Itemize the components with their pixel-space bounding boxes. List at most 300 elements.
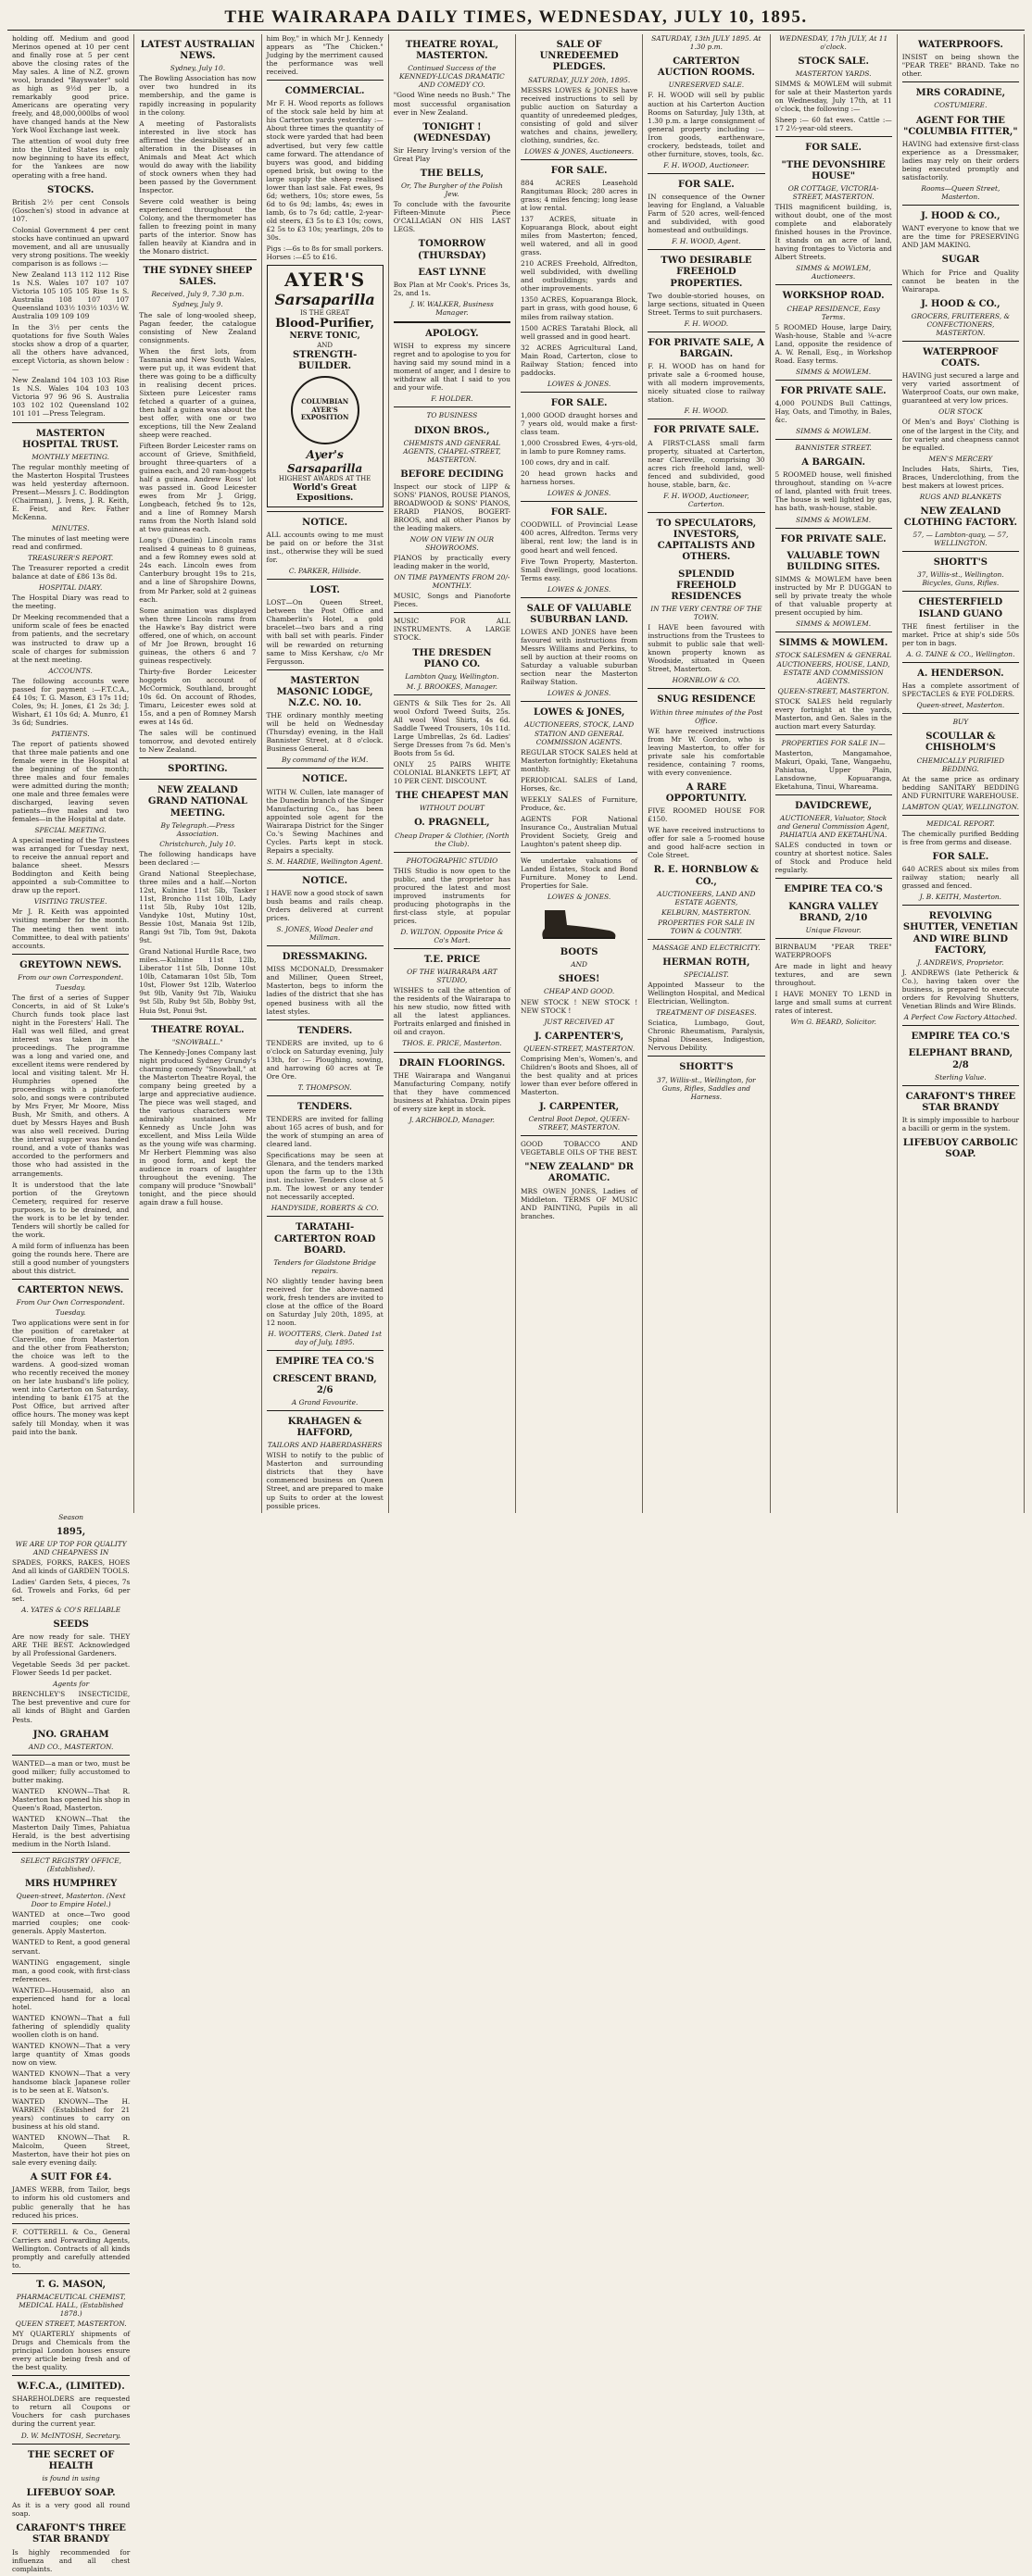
ad-tagline: STRENGTH-BUILDER. — [292, 349, 358, 371]
subheading: PROPERTIES FOR SALE IN— — [781, 738, 886, 747]
subheading: OR COTTAGE, VICTORIA-STREET, MASTERTON. — [787, 184, 879, 202]
column-rule — [267, 1350, 384, 1351]
paragraph: 32 ACRES Agricultural Land, Main Road, Carterton, close to Railway Station; fenced into paddocks. — [521, 343, 638, 377]
column-rule — [648, 939, 764, 940]
subheading: Queen-street, Masterton. (Next Door to Empire Hotel.) — [16, 1892, 126, 1909]
subheading: MEDICAL REPORT. — [926, 819, 995, 828]
paragraph: A special meeting of the Trustees was arranged for Tuesday next, to receive the annual report and balance sheet. Messrs Boddington and Keith being appointed a sub-Committee to draw up the report. — [12, 836, 130, 895]
paragraph: WANTED KNOWN—That a very handsome black Japanese roller is to be seen at E. Watson's. — [12, 2069, 131, 2095]
column-rule — [12, 2273, 130, 2274]
paragraph: Mr F. H. Wood reports as follows of the stock sale held by him at his Carterton yards yesterday :—About three times the quantity of stock were yarded that had been advertised, but very few cattle came forward. The attendance of buyers was good, and bidding opened brisk, but owing to the large supply the sheep realised lower than last sale. Fat ewes, 9s 6d; wethers, 10s; store ewes, 5s 6d to 6s 9d; lambs, 4s; ewes in lamb, 6s to 7s 6d; cattle, 2-year-old steers, £3 5s to £3 10s; cows, £2 5s to £3 10s; yearlings, 20s to 30s. — [266, 99, 384, 242]
headline: SHORTT'S — [933, 557, 988, 569]
headline: SPLENDID FREEHOLD RESIDENCES — [671, 569, 742, 602]
paragraph: It is simply impossible to harbour a bacilli or germ in the system. — [901, 1116, 1019, 1133]
ad-footer: World's Great Expositions. — [293, 482, 358, 503]
column-rule — [267, 669, 384, 670]
paragraph: F. H. WOOD will sell by public auction at his Carterton Auction Rooms on Saturday, July 13th, at 1.30 p.m. a large consignment of general property including :— Iron goods, earthenware, crockery, bedsteads, toilet and other furniture, stoves, tools, &c. — [648, 91, 765, 158]
subheading: Or, The Burgher of the Polish Jew. — [400, 181, 503, 199]
paragraph: Thirty-five Border Leicester hoggets on account of McCormick, Southland, brought 10s 6d. On account of Rhodes, Timaru, Leicester ewes sold at 15s, and a pen of Romney Marsh ewes at 14s 6d. — [139, 667, 257, 726]
subheading: M. J. BROOKES, Manager. — [406, 682, 497, 691]
paragraph: Box Plan at Mr Cook's. Prices 3s, 2s, and 1s. — [393, 280, 510, 297]
subheading: PATIENTS. — [51, 729, 90, 738]
headline: SPORTING. — [168, 764, 228, 775]
column-rule — [902, 341, 1019, 342]
paragraph: The following handicaps have been declared :— — [139, 849, 257, 867]
headline: SHOES! — [558, 974, 600, 985]
headline: REVOLVING SHUTTER, VENETIAN AND WIRE BLIND FACTORY, — [902, 911, 1018, 956]
paragraph: I HAVE been favoured with instructions from the Trustees to submit to public sale that well-known property known as Woodside, situated in Queen Street, Masterton. — [648, 623, 765, 674]
paragraph: TENDERS are invited, up to 6 o'clock on Saturday evening, July 13th, for :— Ploughing, sowing, and harrowing 60 acres at Te Ore Ore. — [266, 1038, 384, 1081]
column-rule — [902, 591, 1019, 592]
headline: WORKSHOP ROAD. — [782, 291, 885, 302]
paragraph: SPADES, FORKS, RAKES, HOES And all kinds of GARDEN TOOLS. — [12, 1557, 131, 1575]
headline: THE DRESDEN PIANO CO. — [412, 647, 492, 669]
subheading: ON TIME PAYMENTS FROM 20/- MONTHLY. — [394, 573, 510, 591]
headline: LATEST AUSTRALIAN NEWS. — [140, 40, 256, 62]
subheading: TO BUSINESS — [426, 411, 478, 420]
paragraph: At the same price as ordinary bedding SANITARY BEDDING AND FURNITURE WAREHOUSE. — [901, 774, 1019, 800]
column-rule — [267, 511, 384, 512]
subheading: KELBURN, MASTERTON. — [661, 907, 751, 917]
subheading: CHEMICALLY PURIFIED BEDDING. — [916, 756, 1005, 773]
paragraph: The chemically purified Bedding is free from germs and disease. — [901, 829, 1019, 846]
column-rule — [394, 948, 510, 949]
column-rule — [267, 869, 384, 870]
subheading: From Our Own Correspondent. — [16, 1298, 125, 1307]
subheading: AND — [571, 960, 587, 969]
headline: SEEDS — [53, 1619, 89, 1631]
subheading: AUCTIONEERS, STOCK, LAND STATION AND GENERAL COMMISSION AGENTS. — [524, 720, 635, 746]
paragraph: REGULAR STOCK SALES held at Masterton fortnightly; Eketahuna monthly. — [521, 747, 638, 773]
headline: JNO. GRAHAM — [32, 1729, 109, 1740]
headline: FOR SALE. — [550, 397, 608, 408]
headline: CARAFONT'S THREE STAR BRANDY — [905, 1091, 1016, 1113]
subheading: F. HOLDER. — [431, 394, 473, 404]
headline: MRS HUMPHREY — [24, 1879, 118, 1890]
headline: J. CARPENTER'S, — [535, 1031, 624, 1042]
paragraph: ONLY 25 PAIRS WHITE COLONIAL BLANKETS LEFT, AT 10 PER CENT. DISCOUNT. — [393, 760, 510, 786]
subheading: Christchurch, July 10. — [159, 839, 236, 848]
paragraph: Five Town Property, Masterton. Small dwellings, good locations. Terms easy. — [521, 556, 638, 582]
headline: GREYTOWN NEWS. — [19, 959, 122, 970]
subheading: HORNBLOW & CO. — [672, 676, 741, 685]
subheading: H. WOOTTERS, Clerk. Dated 1st day of July, 1895. — [268, 1330, 382, 1347]
headline: ELEPHANT BRAND, 2/8 — [908, 1048, 1013, 1070]
headline: SALE OF VALUABLE SUBURBAN LAND. — [526, 603, 632, 625]
column-rule — [902, 662, 1019, 663]
headline: J. HOOD & CO., — [921, 298, 1001, 309]
headline: EMPIRE TEA CO.'S — [911, 1032, 1011, 1043]
subheading: LAMBTON QUAY, WELLINGTON. — [901, 802, 1019, 811]
paragraph: 210 ACRES Freehold, Alfredton, well subdivided, with dwelling and outbuildings; yards and other improvements. — [521, 259, 638, 294]
headline: TONIGHT ! (WEDNESDAY) — [412, 121, 491, 144]
paragraph: 5 ROOMED house, well finished throughout, standing on ¼-acre of land, planted with fruit trees. The house is well lighted by gas, has bath, wash-house, stable. — [774, 470, 892, 513]
headline: DRESSMAKING. — [282, 952, 368, 963]
paragraph: 884 ACRES Leasehold Rangitumau Block; 280 acres in grass; 4 miles fencing; long lease at low rental. — [521, 179, 638, 213]
subheading: F. H. WOOD, Agent. — [672, 237, 741, 246]
paragraph: Masterton, Mangamahoe, Makuri, Opaki, Tane, Wangaehu, Pahiatua, Upper Plain, Lansdowne, Kopuaranga, Eketahuna, Tinui, Whareama. — [774, 748, 892, 791]
paragraph: Long's (Dunedin) Lincoln rams realised 4 guineas to 8 guineas, and a few Romney ewes sold at 24s each. Lincoln ewes from Canterbury brought 19s to 21s, and a line of Shropshire Downs, from Mr Parker, sold at 2 guineas each. — [139, 536, 257, 604]
headline: SCOULLAR & CHISHOLM'S — [925, 732, 996, 754]
subheading: Unique Flavour. — [805, 925, 862, 934]
column-rule — [902, 713, 1019, 714]
paragraph: THE Wairarapa and Wanganui Manufacturing Company, notify that they have commenced business at Pahiatua. Drain pipes of every size kept in stock. — [393, 1070, 510, 1113]
subheading: S. JONES, Wood Dealer and Millman. — [276, 925, 373, 943]
column-rule — [775, 734, 892, 735]
headline: EAST LYNNE — [418, 267, 486, 278]
subheading: WITHOUT DOUBT — [419, 804, 485, 813]
column-rule — [139, 259, 256, 260]
paragraph: Is highly recommended for influenza and all chest complaints. — [12, 2547, 131, 2573]
subheading: Queen-street, Masterton. — [916, 701, 1005, 710]
subheading: SPECIAL MEETING. — [34, 826, 107, 835]
paragraph: When the first lots, from Tasmania and New South Wales, were put up, it was evident that there was going to be a difficulty in realising decent prices. Sixteen pure Leicester rams fetched a quarter of a guinea, then half a guinea was about the best offer, with one or two exceptions, till the New Zealand sheep were reached. — [139, 346, 257, 439]
paragraph: It is understood that the late portion of the Greytown Cemetery, required for reserve purposes, is to be drained, and the work is to be let by tender. Tenders will shortly be called for the work. — [12, 1180, 130, 1239]
paragraph: WANTING engagement, single man, a good cook, with first-class references. — [12, 1957, 131, 1983]
headline: SIMMS & MOWLEM. — [778, 638, 888, 649]
subheading: 37, Willis-st., Wellington. Bicycles, Guns, Rifles. — [917, 570, 1004, 588]
paragraph: 1,000 GOOD draught horses and 7 years old, would make a first-class team. — [521, 410, 638, 436]
paragraph: WANTED KNOWN—That a very large quantity of Xmas goods now on view. — [12, 2041, 131, 2067]
column-rule — [775, 528, 892, 529]
column-rule — [521, 597, 637, 598]
paragraph: Sheep :— 60 fat ewes. Cattle :— 17 2½-year-old steers. — [774, 116, 892, 133]
subheading: TREATMENT OF DISEASES. — [656, 1008, 757, 1018]
paragraph: The first of a series of Supper Concerts, in aid of St Luke's Church funds took place last night in the Foresters' Hall. The Hall was well filled, and great interest was taken in the proceedings. The programme was a long and varied one, and excellent items were rendered by local and visiting talent. Mr H. Humphries opened the proceedings with a pianoforte solo, and songs were contributed by Mrs Fryer, Mr Moore, Miss Bush, Mr Smith, and others. A duet by Messrs Hayes and Bush was also well received. During the interval supper was handed round, and a vote of thanks was accorded to the performers and those who had assisted in the arrangements. — [12, 993, 130, 1178]
paragraph: Which for Price and Quality cannot be beaten in the Wairarapa. — [901, 268, 1019, 294]
paragraph: F. H. WOOD has on hand for private sale a 6-roomed house, with all modern improvements, nicely situated close to railway station. — [648, 362, 765, 405]
subheading: SIMMS & MOWLEM. — [796, 515, 872, 524]
subheading: MINUTES. — [51, 524, 90, 533]
paragraph: Colonial Government 4 per cent stocks have continued an upward movement, and all are unusually very strong positions. The weekly comparison is as follows :— — [12, 225, 130, 268]
paragraph: The Hospital Diary was read to the meeting. — [12, 594, 130, 611]
column-rule — [648, 688, 764, 689]
subheading: OUR STOCK — [938, 407, 983, 417]
column-rule — [139, 779, 256, 780]
paragraph: him Boy," in which Mr J. Kennedy appears as "The Chicken." Judging by the merriment caused the performance was well received. — [266, 34, 384, 77]
column-rule — [775, 380, 892, 381]
paragraph: Dr Meeking recommended that a uniform scale of fees be enacted from patients, and the secretary was instructed to draw up a scale of charges for submission at the next meeting. — [12, 613, 130, 664]
subheading: UNRESERVED SALE. — [668, 81, 745, 90]
paragraph: 1350 ACRES, Kopuaranga Block, part in grass, with good house, 6 miles from railway station. — [521, 295, 638, 321]
column-rule — [648, 331, 764, 332]
subheading: J. ANDREWS, Proprietor. — [917, 957, 1004, 967]
subheading: THOS. E. PRICE, Masterton. — [402, 1039, 502, 1048]
paragraph: WANTED at once—Two good married couples; one cook-generals. Apply Masterton. — [12, 1910, 131, 1936]
subheading: RUGS AND BLANKETS — [919, 492, 1001, 501]
paragraph: Ladies' Garden Sets, 4 pieces, 7s 6d. Trowels and Forks, 6d per set. — [12, 1577, 131, 1603]
paragraph: Comprising Men's, Women's, and Children's Boots and Shoes, all of the best quality and at prices lower than ever before offered in Masterton. — [521, 1054, 638, 1096]
headline: TENDERS. — [297, 1025, 353, 1036]
subheading: Within three minutes of the Post Office. — [649, 707, 763, 725]
subheading: MONTHLY MEETING. — [31, 452, 110, 461]
subheading: Wm G. BEARD, Solicitor. — [790, 1018, 876, 1027]
subheading: Sydney, July 9. — [172, 300, 223, 309]
column-rule — [902, 205, 1019, 206]
column-1 — [7, 34, 134, 1513]
paragraph: WITH W. Cullen, late manager of the Dunedin branch of the Singer Manufacturing Co., has been appointed sole agent for the Wairarapa District for the Singer Co.'s Sewing Machines and Cycles. Parts kept in stock. Repairs a specialty. — [266, 787, 384, 855]
subheading: SATURDAY, JULY 20th, 1895. — [528, 75, 631, 84]
headline: EMPIRE TEA CO.'S — [784, 884, 883, 895]
column-rule — [775, 439, 892, 440]
column-rule — [775, 136, 892, 137]
headline: KRAHAGEN & HAFFORD, — [287, 1416, 362, 1439]
subheading: PHOTOGRAPHIC STUDIO — [406, 856, 498, 865]
paragraph: 20 head grown hacks and harness horses. — [521, 469, 638, 487]
headline: KANGRA VALLEY BRAND, 2/10 — [788, 901, 879, 923]
subheading: VISITING TRUSTEE. — [33, 897, 107, 907]
headline: NOTICE. — [302, 875, 348, 886]
subheading: Cheap Draper & Clothier, (North the Club). — [395, 831, 510, 848]
subheading: BANNISTER STREET. — [795, 444, 872, 453]
column-rule — [775, 938, 892, 939]
subheading: A. YATES & CO'S RELIABLE — [21, 1606, 121, 1615]
column-9 — [7, 1513, 134, 2576]
subheading: Received, July 9, 7.30 p.m. — [151, 290, 245, 299]
headline: A SUIT FOR £4. — [30, 2172, 112, 2183]
column-rule — [394, 852, 510, 853]
column-rule — [12, 2444, 130, 2445]
headline: MRS CORADINE, — [915, 88, 1006, 99]
ad-footer: HIGHEST AWARDS AT THE — [278, 475, 371, 483]
column-rule — [648, 173, 764, 174]
subheading: LOWES & JONES. — [547, 893, 611, 902]
paragraph: THE ordinary monthly meeting will be held on Wednesday (Thursday) evening, in the Hall Bannister Street, at 8 o'clock. Business General. — [266, 711, 384, 754]
subheading: JUST RECEIVED AT — [544, 1017, 614, 1026]
subheading: Agents for — [53, 1680, 90, 1689]
column-rule — [394, 612, 510, 613]
column-rule — [12, 2375, 130, 2376]
paragraph: WANT everyone to know that we are the time for PRESERVING AND JAM MAKING. — [901, 224, 1019, 250]
subheading: F. H. WOOD, Auctioneer. — [663, 160, 749, 169]
headline: WATERPROOF COATS. — [923, 346, 999, 369]
headline: CARTERTON NEWS. — [18, 1284, 124, 1295]
paragraph: WANTED to Rent, a good general servant. — [12, 1938, 131, 1956]
column-4 — [389, 34, 516, 1513]
subheading: SELECT REGISTRY OFFICE, (Established). — [20, 1857, 121, 1874]
column-3 — [262, 34, 389, 1513]
subheading: STOCK SALESMEN & GENERAL AUCTIONEERS, HOUSE, LAND, ESTATE AND COMMISSION AGENTS. — [775, 651, 892, 685]
column-rule — [521, 701, 637, 702]
headline: TOMORROW (THURSDAY) — [418, 239, 486, 261]
column-rule — [394, 694, 510, 695]
paragraph: 100 cows, dry and in calf. — [521, 458, 610, 468]
paragraph: The Bowling Association has now over two hundred in its membership, and the game is rapidly increasing in popularity in the colony. — [139, 74, 257, 117]
ad-product: Sarsaparilla — [274, 291, 375, 309]
paragraph: Fifteen Border Leicester rams on account of Grieve, Smithfield, brought three-quarters of a guinea each, and 20 ram-hoggets half a guinea. Andrew Ross' lot was passed in. Good Leicester ewes from Mr J. Grigg, Longbeach, fetched 9s to 12s, and a line of Romney Marsh rams from the North Island sold at two guineas each. — [139, 441, 257, 534]
column-7 — [771, 34, 898, 1513]
headline: FOR PRIVATE SALE. — [780, 533, 887, 544]
column-2 — [134, 34, 261, 1513]
paragraph: THIS magnificent building, is, without doubt, one of the most complete and elaborately finished houses in the Province. It stands on an acre of land, having frontages to Victoria and Albert Streets. — [774, 203, 892, 262]
column-rule — [12, 1279, 129, 1280]
subheading: Tuesday. — [55, 1308, 86, 1318]
column-rule — [12, 422, 129, 423]
subheading: AUCTIONEER, Valuator, Stock and General Commission Agent, PAHIATUA AND EKETAHUNA. — [777, 814, 890, 840]
subheading: WEDNESDAY, 17th JULY, At 11 o'clock. — [779, 34, 888, 52]
column-rule — [902, 551, 1019, 552]
subheading: CHEAP RESIDENCE, Easy Terms. — [787, 304, 880, 321]
headline: SHORTT'S — [679, 1062, 734, 1073]
headline: FOR PRIVATE SALE. — [653, 425, 760, 436]
column-rule — [12, 1755, 130, 1756]
paragraph: 640 ACRES about six miles from railway station; nearly all grassed and fenced. — [901, 865, 1019, 891]
paragraph: In the 3½ per cents the quotations for five South Wales stocks show a drop of a quarter, all the others have advanced, except Victoria, as shown below :— — [12, 323, 130, 374]
paragraph: 4,000 POUNDS Bull Cattings, Hay, Oats, and Timothy, in Bales, &c. — [774, 399, 892, 425]
paragraph: WANTED KNOWN—That the Masterton Daily Times, Pahiatua Herald, is the best advertising medium in the North Island. — [12, 1814, 131, 1849]
paragraph: Are made in light and heavy textures, and are sewn throughout. — [774, 962, 892, 988]
headline: THE SYDNEY SHEEP SALES. — [143, 266, 253, 288]
subheading: By command of the W.M. — [281, 756, 369, 765]
subheading: MASSAGE AND ELECTRICITY. — [652, 943, 761, 952]
headline: SALE OF UNREDEEMED PLEDGES. — [539, 40, 619, 73]
column-rule — [902, 81, 1019, 82]
headline: NOTICE. — [302, 774, 348, 785]
paragraph: Pigs :—6s to 8s for small porkers. Horses :—£5 to £16. — [266, 244, 384, 261]
headline: FOR SALE. — [550, 165, 608, 176]
headline: NOTICE. — [302, 517, 348, 528]
headline: THE CHEAPEST MAN — [395, 791, 509, 802]
column-grid — [7, 34, 1025, 2573]
subheading: COSTUMIERE. — [934, 101, 988, 110]
paragraph: Has a complete assortment of SPECTACLES & EYE FOLDERS. — [901, 682, 1019, 699]
headline: A BARGAIN. — [801, 457, 865, 469]
headline: CHESTERFIELD ISLAND GUANO — [918, 597, 1003, 619]
headline: FOR SALE. — [805, 143, 862, 154]
paragraph: New Zealand 104 103 103 Rise 1s N.S. Wales 104 103 103 Victoria 97 96 96 S. Australia 103 102 102 Queensland 102 101 101 —Press Telegram. — [12, 376, 130, 419]
paragraph: FIVE ROOMED HOUSE FOR £150. — [648, 807, 765, 824]
column-rule — [12, 954, 129, 955]
headline: LOWES & JONES, — [533, 707, 625, 719]
paragraph: COODWILL of Provincial Lease 400 acres, Alfredton. Terms very liberal, rent low; the land is in good heart and well fenced. — [521, 520, 638, 555]
column-rule — [267, 945, 384, 946]
paragraph: As it is a very good all round soap. — [12, 2501, 131, 2519]
subheading: D. W. McINTOSH, Secretary. — [20, 2431, 121, 2440]
ad-footer: Ayer's Sarsaparilla — [287, 448, 363, 475]
ad-tagline: Blood-Purifier, — [275, 317, 375, 331]
subheading: HOSPITAL DIARY. — [38, 583, 103, 593]
column-rule — [902, 815, 1019, 816]
headline: FOR SALE. — [678, 179, 735, 190]
headline: TENDERS. — [297, 1101, 353, 1112]
column-5 — [516, 34, 643, 1513]
subheading: WE ARE UP TOP FOR QUALITY AND CHEAPNESS IN — [15, 1539, 127, 1557]
subheading: 37, Willis-st., Wellington, for Guns, Rifles, Saddles and Harness. — [657, 1075, 756, 1101]
headline: MASTERTON HOSPITAL TRUST. — [22, 428, 120, 450]
paragraph: The Treasurer reported a credit balance at date of £86 13s 8d. — [12, 564, 130, 581]
column-rule — [267, 1095, 384, 1096]
subheading: SIMMS & MOWLEM, Auctioneers. — [796, 264, 872, 281]
headline: FOR SALE. — [932, 851, 989, 862]
headline: FOR PRIVATE SALE. — [780, 385, 887, 396]
paragraph: 137 ACRES, situate in Kopuaranga Block, about eight miles from Masterton; fenced, well watered, and all in good grass. — [521, 215, 638, 257]
subheading: F. H. WOOD. — [684, 406, 729, 416]
paragraph: Includes Hats, Shirts, Ties, Braces, Underclothing, from the best makers at lowest prices. — [901, 464, 1019, 490]
headline: DRAIN FLOORINGS. — [398, 1057, 506, 1069]
subheading: J. B. KEITH, Masterton. — [919, 893, 1002, 902]
headline: NEW ZEALAND CLOTHING FACTORY. — [903, 506, 1017, 528]
subheading: MEN'S MERCERY — [928, 454, 993, 463]
subheading: J. W. WALKER, Business Manager. — [409, 300, 494, 318]
paragraph: MUSIC FOR ALL INSTRUMENTS. A LARGE STOCK. — [393, 617, 510, 643]
paragraph: NO slightly tender having been received for the above-named work, fresh tenders are invited to close at the office of the Board on Saturday July 20th, 1895, at 12 noon. — [266, 1277, 384, 1328]
subheading: Tuesday. — [55, 982, 86, 992]
subheading: From our own Correspondent. — [18, 972, 124, 982]
masthead-title: THE WAIRARAPA DAILY TIMES, WEDNESDAY, JULY 10, 1895. — [224, 7, 808, 27]
headline: J. CARPENTER, — [539, 1101, 620, 1112]
paragraph: HAVING had extensive first-class experience as a Dressmaker, ladies may rely on their orders being executed promptly and satisfactorily. — [901, 139, 1019, 181]
paragraph: MESSRS LOWES & JONES have received instructions to sell by public auction on Saturday a quantity of unredeemed pledges, consisting of gold and silver watches and chains, jewellery, clothing, sundries, &c. — [521, 85, 638, 144]
headline: THE BELLS, — [420, 169, 485, 179]
headline: FOR PRIVATE SALE, A BARGAIN. — [648, 337, 764, 359]
subheading: Continued Success of the KENNEDY-LUCAS DRAMATIC AND COMEDY CO. — [399, 64, 505, 90]
subheading: QUEEN-STREET, MASTERTON. — [523, 1044, 636, 1053]
ad-tagline: NERVE TONIC, — [289, 331, 360, 342]
paragraph: MISS MCDONALD, Dressmaker and Milliner, Queen Street, Masterton, begs to inform the ladies of the district that she has opened business with all the latest styles. — [266, 965, 384, 1016]
subheading: PHARMACEUTICAL CHEMIST, MEDICAL HALL, (Established 1878.) — [16, 2292, 126, 2318]
headline: VALUABLE TOWN BUILDING SITES. — [787, 550, 880, 572]
subheading: is found in using — [42, 2473, 100, 2482]
paragraph: A mild form of influenza has been going the rounds here. There are still a good number of youngsters about this district. — [12, 1241, 130, 1275]
headline: STOCKS. — [46, 184, 94, 195]
headline: FOR SALE. — [550, 507, 608, 519]
column-8 — [898, 34, 1025, 1513]
double-rule — [394, 321, 510, 323]
headline: LOST. — [309, 585, 340, 596]
subheading: By Telegraph.—Press Association. — [160, 820, 235, 838]
paragraph: SALES conducted in town or country at shortest notice. Sales of Stock and Produce held regularly. — [774, 841, 892, 875]
paragraph: Vegetable Seeds 3d per packet. Flower Seeds 1d per packet. — [12, 1660, 131, 1678]
headline: SUGAR — [941, 255, 980, 266]
column-rule — [775, 794, 892, 795]
headline: THEATRE ROYAL, MASTERTON. — [405, 40, 499, 62]
subheading: SIMMS & MOWLEM. — [796, 367, 872, 376]
paragraph: The attention of wool duty free into the United States is only now beginning to have its effect, for the Yankees are now operating with a free hand. — [12, 137, 130, 180]
headline: TARATAHI-CARTERTON ROAD BOARD. — [273, 1222, 376, 1256]
headline: TWO DESIRABLE FREEHOLD PROPERTIES. — [661, 256, 752, 289]
column-6 — [643, 34, 770, 1513]
medal-icon: COLUMBIAN AYER'S EXPOSITION — [291, 376, 359, 444]
paragraph: WE have received instructions from Mr W. Gordon, who is leaving Masterton, to offer for private sale his comfortable residence, containing 7 rooms, with every convenience. — [648, 726, 765, 777]
headline: DAVIDCREWE, — [795, 800, 873, 811]
subheading: QUEEN-STREET, MASTERTON. — [777, 686, 889, 695]
subheading: TAILORS AND HABERDASHERS — [267, 1441, 383, 1450]
headline: "NEW ZEALAND" DR AROMATIC. — [524, 1162, 634, 1184]
subheading: A. G. TAINE & CO., Wellington. — [906, 649, 1015, 658]
paragraph: A FIRST-CLASS small farm property, situated at Carterton, near Clareville, comprising 30 acres rich freehold land, well-fenced and subdivided, good house, stable, barn, &c. — [648, 438, 765, 489]
headline: SNUG RESIDENCE — [657, 694, 756, 706]
headline: COMMERCIAL. — [284, 86, 365, 97]
subheading: Sydney, July 10. — [170, 64, 226, 73]
paragraph: To conclude with the favourite Fifteen-Minute Piece O'CALLAGAN ON HIS LAST LEGS. — [393, 200, 510, 234]
paragraph: We undertake valuations of Landed Estates, Stock and Bond Furniture. Money to Lend. Properties for Sale. — [521, 856, 638, 890]
subheading: AND CO., MASTERTON. — [28, 1742, 114, 1751]
subheading: IN THE VERY CENTRE OF THE TOWN. — [650, 605, 762, 622]
headline: A RARE OPPORTUNITY. — [665, 782, 748, 805]
headline: THEATRE ROYAL. — [151, 1024, 245, 1035]
subheading: "SNOWBALL." — [171, 1037, 223, 1046]
paragraph: MUSIC, Songs and Pianoforte Pieces. — [393, 592, 510, 609]
column-rule — [12, 1852, 130, 1853]
headline: NEW ZEALAND GRAND NATIONAL MEETING. — [147, 785, 247, 819]
paragraph: LOST—On Queen Street, between the Post Office and Chamberlin's Hotel, a gold bracelet—two bars and a ring with ball set with pearls. Finder will be rewarded on returning same to Miss Kershaw, c/o Mr Fergusson. — [266, 598, 384, 666]
subheading: MASTERTON YARDS. — [795, 69, 872, 79]
paragraph: The Kennedy-Jones Company last night produced Sydney Grundy's charming comedy "Snowball," at the Masterton Theatre Royal, the company being greeted by a large and appreciative audience. The piece was well staged, and the various characters were admirably sustained. Mr Kennedy as Uncle John was excellent, and Miss Leila Wilde as the young wife was charming. Mr Herbert Flemming was also in good form, and kept the audience in roars of laughter throughout the evening. The company will produce "Snowball" tonight, and the piece should again draw a full house. — [139, 1047, 257, 1207]
paragraph: Of Men's and Boys' Clothing is one of the largest in the City, and for variety and cheapness cannot be equalled. — [901, 418, 1019, 452]
paragraph: LOWES AND JONES have been favoured with instructions from Messrs Williams and Perkins, to sell by auction at their rooms on Saturday a valuable suburban section near the Masterton Railway Station. — [521, 628, 638, 687]
headline: CARTERTON AUCTION ROOMS. — [657, 56, 755, 79]
subheading: T. THOMPSON. — [297, 1082, 352, 1092]
